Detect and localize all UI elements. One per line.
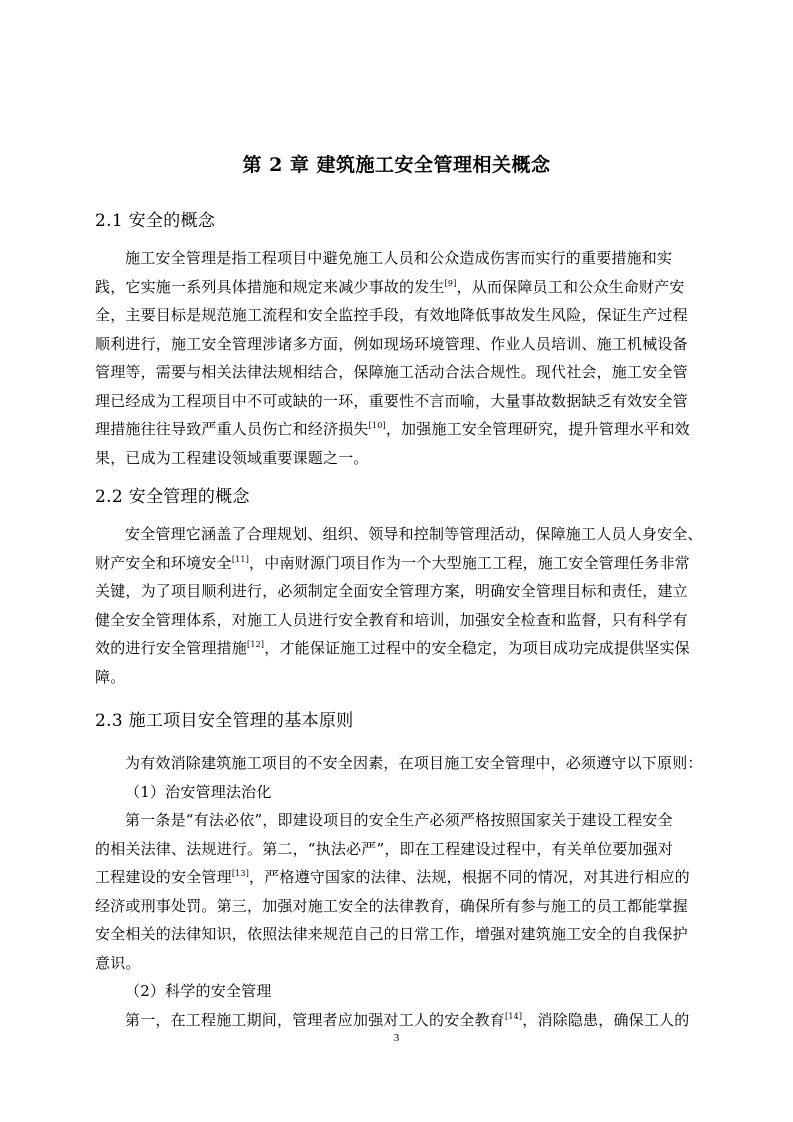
text-line — [95, 749, 705, 778]
line-text: 顺利进行，施工安全管理涉诸多方面，例如现场环境管理、作业人员培训、施工机械设备 — [95, 334, 688, 353]
line-text: 的相关法律、法规进行。第二，“执法必严”，即在工程建设过程中，有关单位要加强对 — [95, 839, 674, 858]
text-line — [95, 549, 705, 578]
line-text: 效的进行安全管理措施 — [95, 639, 248, 657]
text-line — [95, 663, 705, 692]
text-line — [95, 444, 705, 473]
line-text: 管理等，需要与相关法律法规相结合，保障施工活动合法合规性。现代社会，施工安全管 — [95, 363, 688, 381]
line-text: 财产安全和环境安全 — [95, 553, 232, 572]
line-text: 工程建设的安全管理 — [95, 868, 232, 886]
line-text: 安全相关的法律知识，依照法律来规范自己的日常工作，增强对建筑施工安全的自我保护 — [95, 925, 688, 943]
citation: [11] — [231, 554, 250, 564]
citation: [13] — [231, 869, 250, 878]
text-line — [95, 634, 705, 663]
section — [95, 207, 705, 472]
page-number: 3 — [393, 1032, 400, 1044]
text-line — [95, 806, 705, 835]
line-text: 践，它实施一系列具体措施和规定来减少事故的发生 — [95, 277, 445, 296]
citation: [9] — [444, 278, 457, 288]
line-text: 为有效消除建筑施工项目的不安全因素，在项目施工安全管理中，必须遵守以下原则： — [125, 754, 703, 772]
line-text: 第一，在工程施工期间，管理者应加强对工人的安全教育 — [125, 1010, 506, 1029]
chapter-title: 第 2 章 建筑施工安全管理相关概念 — [242, 154, 551, 176]
line-text: （2）科学的安全管理 — [125, 982, 272, 1000]
line-text: 意识。 — [95, 953, 141, 972]
text-line — [95, 892, 705, 921]
line-text: （1）治安管理法治化 — [125, 782, 272, 801]
text-line — [95, 577, 705, 606]
line-text: 经济或刑事处罚。第三，加强对施工安全的法律教育，确保所有参与施工的员工都能掌握 — [95, 896, 688, 915]
line-text: 关键，为了项目顺利进行，必须制定全面安全管理方案，明确安全管理目标和责任，建立 — [95, 582, 688, 600]
line-text: 健全安全管理体系，对施工人员进行安全教育和培训，加强安全检查和监督，只有科学有 — [95, 610, 688, 629]
text-line — [95, 606, 705, 635]
text-line — [95, 415, 705, 444]
text-line — [95, 977, 705, 1006]
citation: [12] — [247, 640, 265, 649]
line-text: 果，已成为工程建设领域重要课题之一。 — [95, 448, 369, 467]
section-heading: 2.2 安全管理的概念 — [95, 487, 250, 507]
text-line — [95, 358, 705, 387]
text-line — [95, 244, 705, 273]
line-text: ，中南财源门项目作为一个大型施工工程，施工安全管理任务非常 — [249, 553, 690, 572]
line-text: 障。 — [95, 667, 126, 686]
text-line — [95, 1006, 705, 1035]
line-text: 施工安全管理是指工程项目中避免施工人员和公众造成伤害而实行的重要措施和实 — [125, 249, 673, 267]
line-text: 理措施往往导致严重人员伤亡和经济损失 — [95, 420, 369, 438]
line-text: ，消除隐患，确保工人的 — [522, 1010, 690, 1029]
text-line — [95, 835, 705, 864]
line-text: ，从而保障员工和公众生命财产安 — [456, 277, 685, 296]
line-text: 安全管理它涵盖了合理规划、组织、领导和控制等管理活动，保障施工人员人身安全、 — [125, 525, 703, 543]
section — [95, 707, 705, 1034]
line-text: ，才能保证施工过程中的安全稳定，为项目成功完成提供坚实保 — [264, 639, 690, 657]
line-text: ，严格遵守国家的法律、法规，根据不同的情况，对其进行相应的 — [249, 868, 690, 886]
text-line — [95, 778, 705, 807]
text-line — [95, 863, 705, 892]
line-text: ，加强施工安全管理研究，提升管理水平和效 — [385, 420, 690, 438]
text-line — [95, 920, 705, 949]
text-line — [95, 387, 705, 416]
text-line — [95, 273, 705, 302]
line-text: 全，主要目标是规范施工流程和安全监控手段，有效地降低事故发生风险，保证生产过程 — [95, 306, 688, 324]
citation: [14] — [505, 1011, 523, 1021]
section — [95, 483, 705, 691]
line-text: 理已经成为工程项目中不可或缺的一环，重要性不言而喻，大量事故数据缺乏有效安全管 — [95, 391, 688, 410]
text-line — [95, 330, 705, 359]
section-heading: 2.3 施工项目安全管理的基本原则 — [95, 711, 354, 731]
section-heading: 2.1 安全的概念 — [95, 211, 216, 231]
line-text: 第一条是“有法必依”，即建设项目的安全生产必须严格按照国家关于建设工程安全 — [125, 811, 673, 829]
text-line — [95, 301, 705, 330]
text-line — [95, 520, 705, 549]
text-line — [95, 949, 705, 978]
citation: [10] — [368, 421, 386, 430]
